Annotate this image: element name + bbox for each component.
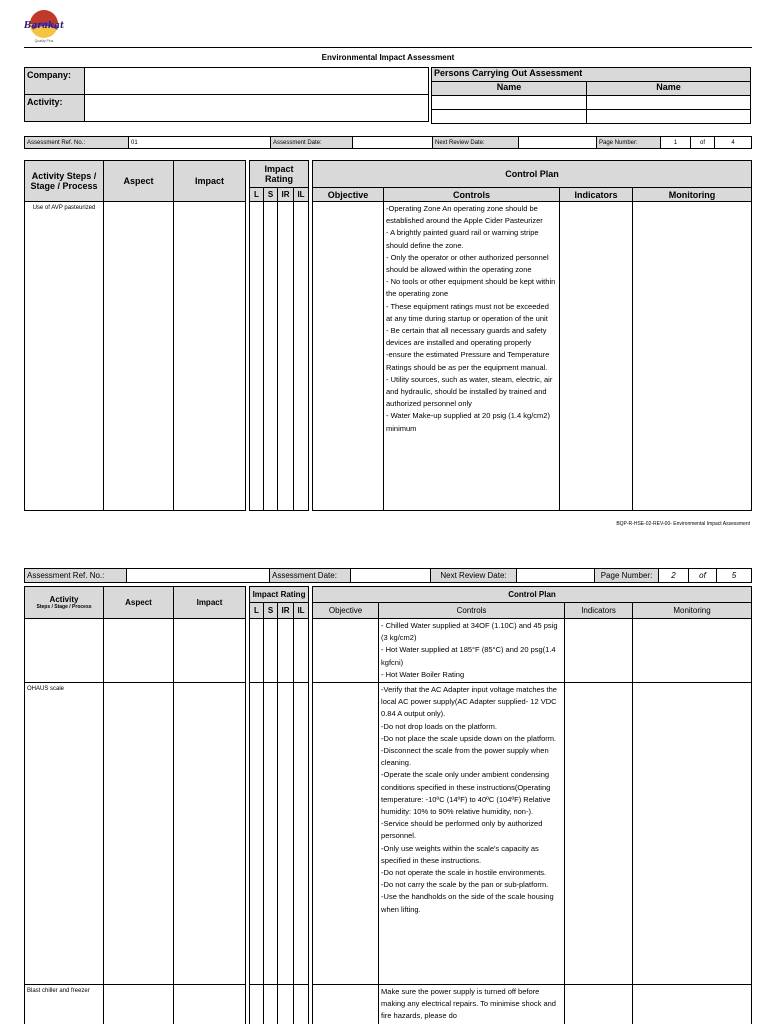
persons-table <box>431 67 751 124</box>
svg-text:Quality Plus: Quality Plus <box>34 39 54 43</box>
objective-cell[interactable] <box>313 985 379 1024</box>
ir-header: IR <box>278 603 294 619</box>
ir-header: IR <box>278 188 294 202</box>
name-cell[interactable] <box>587 96 751 110</box>
company-field[interactable] <box>85 68 429 95</box>
l-cell[interactable] <box>250 202 264 511</box>
table-row <box>25 985 752 1024</box>
date-value[interactable] <box>351 569 431 583</box>
page-of: of <box>689 569 717 583</box>
indicators-cell[interactable] <box>565 985 633 1024</box>
objective-cell[interactable] <box>313 202 384 511</box>
ref-label: Assessment Ref. No.: <box>25 569 127 583</box>
activity-label: Activity: <box>25 95 85 122</box>
aspect-header: Aspect <box>104 587 174 619</box>
name-header-1: Name <box>432 82 587 96</box>
page-total: 4 <box>715 137 752 149</box>
ir-cell[interactable] <box>278 985 294 1024</box>
page-total: 5 <box>717 569 752 583</box>
page-number: 1 <box>661 137 691 149</box>
controls-header: Controls <box>379 603 565 619</box>
activity-header: Activity Steps / Stage / Process <box>25 161 104 202</box>
company-label: Company: <box>25 68 85 95</box>
aspect-cell[interactable] <box>104 202 174 511</box>
document-title: Environmental Impact Assessment <box>321 53 455 62</box>
activity-header-title: Activity <box>49 595 79 604</box>
name-cell[interactable] <box>432 110 587 124</box>
activity-cell[interactable] <box>25 619 104 683</box>
impact-cell[interactable] <box>174 985 246 1024</box>
indicators-header: Indicators <box>565 603 633 619</box>
l-header: L <box>250 188 264 202</box>
il-header: IL <box>294 603 309 619</box>
monitoring-cell[interactable] <box>633 202 752 511</box>
aspect-cell[interactable] <box>104 619 174 683</box>
svg-text:Barakat: Barakat <box>24 21 64 31</box>
s-cell[interactable] <box>264 619 278 683</box>
monitoring-cell[interactable] <box>633 985 752 1024</box>
aspect-cell[interactable] <box>104 683 174 985</box>
indicators-header: Indicators <box>560 188 633 202</box>
indicators-cell[interactable] <box>565 619 633 683</box>
controls-cell[interactable]: -Operating Zone An operating zone should be established around the Apple Cider Pasteurizer - A brightly painted guard rail or warning stripe should define the zone. - Only the operator or other authorized personnel should be allowed within the operating zone - No tools or other equipment should be kept within the operating zone - These equipment ratings must not be exceeded at any time during startup or operation of the unit - Be certain that all necessary guards and safety devices are installed and operating properly -ensure the estimated Pressure and Temperature Ratings should be as per the equipment manual. - Utility sources, such as water, steam, electric, air and hydraulic, should be installed by trained and authorized personnel only - Water Make-up supplied at 20 psig (1.4 kg/cm2) minimum <box>384 202 560 511</box>
page-label: Page Number: <box>595 569 659 583</box>
header-rule <box>24 47 752 48</box>
monitoring-cell[interactable] <box>633 619 752 683</box>
table-row <box>25 683 752 985</box>
name-cell[interactable] <box>587 110 751 124</box>
table-row <box>25 619 752 683</box>
date-value[interactable] <box>353 137 433 149</box>
table-row <box>25 202 752 511</box>
il-cell[interactable] <box>294 683 309 985</box>
company-activity-table <box>24 67 429 122</box>
control-plan-header: Control Plan <box>313 587 752 603</box>
l-cell[interactable] <box>250 683 264 985</box>
assessment-table-page-1 <box>24 160 752 511</box>
controls-header: Controls <box>384 188 560 202</box>
company-logo <box>24 8 64 44</box>
ref-value[interactable] <box>127 569 270 583</box>
name-header-2: Name <box>587 82 751 96</box>
impact-cell[interactable] <box>174 683 246 985</box>
activity-cell[interactable]: OHAUS scale <box>25 683 104 985</box>
activity-cell[interactable]: Use of AVP pasteurized <box>25 202 104 511</box>
date-label: Assessment Date: <box>271 137 353 149</box>
controls-cell[interactable]: -Verify that the AC Adapter input voltage matches the local AC power supply(AC Adapter supplied- 12 VDC 0.84 A output only). -Do not drop loads on the platform. -Do not place the scale upside down on the platform. -Disconnect the scale from the power supply when cleaning. -Operate the scale only under ambient condensing conditions specified in these instructions(Operating temperature: -10ºC (14ºF) to 40ºC (104ºF) Relative humidity: 10% to 90% relative humidity, non-). -Service should be performed only by authorized personnel. -Only use weights within the scale's capacity as specified in these instructions. -Do not operate the scale in hostile environments. -Do not carry the scale by the pan or sub-platform. -Use the handholds on the side of the scale housing when lifting. <box>379 683 565 985</box>
control-plan-header: Control Plan <box>313 161 752 188</box>
review-value[interactable] <box>519 137 597 149</box>
review-value[interactable] <box>517 569 595 583</box>
ir-cell[interactable] <box>278 683 294 985</box>
footer-reference: BQP-R-HSE-02-REV-00- Environmental Impact Assessment <box>616 521 750 527</box>
ref-value[interactable]: 01 <box>129 137 271 149</box>
date-label: Assessment Date: <box>270 569 351 583</box>
ir-cell[interactable] <box>278 202 294 511</box>
il-cell[interactable] <box>294 619 309 683</box>
impact-header: Impact <box>174 587 246 619</box>
aspect-header: Aspect <box>104 161 174 202</box>
ref-label: Assessment Ref. No.: <box>25 137 129 149</box>
indicators-cell[interactable] <box>560 202 633 511</box>
assessment-table-page-2 <box>24 586 752 1024</box>
activity-cell[interactable]: Blast chiller and freezer <box>25 985 104 1024</box>
activity-header-subtitle: Steps / Stage / Process <box>36 604 92 610</box>
monitoring-cell[interactable] <box>633 683 752 985</box>
ir-cell[interactable] <box>278 619 294 683</box>
l-cell[interactable] <box>250 985 264 1024</box>
s-header: S <box>264 603 278 619</box>
s-cell[interactable] <box>264 985 278 1024</box>
activity-header <box>25 587 104 619</box>
impact-rating-header: Impact Rating <box>250 161 309 188</box>
il-header: IL <box>294 188 309 202</box>
s-header: S <box>264 188 278 202</box>
l-cell[interactable] <box>250 619 264 683</box>
il-cell[interactable] <box>294 202 309 511</box>
monitoring-header: Monitoring <box>633 603 752 619</box>
impact-cell[interactable] <box>174 619 246 683</box>
controls-cell[interactable]: Make sure the power supply is turned off before making any electrical repairs. To minimise shock and fire hazards, please do <box>379 985 565 1024</box>
aspect-cell[interactable] <box>104 985 174 1024</box>
impact-cell[interactable] <box>174 202 246 511</box>
monitoring-header: Monitoring <box>633 188 752 202</box>
page-label: Page Number: <box>597 137 661 149</box>
impact-rating-header: Impact Rating <box>250 587 309 603</box>
il-cell[interactable] <box>294 985 309 1024</box>
objective-cell[interactable] <box>313 619 379 683</box>
objective-header: Objective <box>313 188 384 202</box>
activity-field[interactable] <box>85 95 429 122</box>
s-cell[interactable] <box>264 202 278 511</box>
controls-cell[interactable]: - Chilled Water supplied at 34OF (1.10C) and 45 psig (3 kg/cm2) - Hot Water supplied at 185°F (85°C) and 20 psg(1.4 kgfcni) - Hot Water Boiler Rating <box>379 619 565 683</box>
l-header: L <box>250 603 264 619</box>
review-label: Next Review Date: <box>431 569 517 583</box>
objective-cell[interactable] <box>313 683 379 985</box>
page-number: 2 <box>659 569 689 583</box>
indicators-cell[interactable] <box>565 683 633 985</box>
review-label: Next Review Date: <box>433 137 519 149</box>
persons-label: Persons Carrying Out Assessment <box>432 68 751 82</box>
page-of: of <box>691 137 715 149</box>
s-cell[interactable] <box>264 683 278 985</box>
assessment-ref-row <box>24 568 752 583</box>
name-cell[interactable] <box>432 96 587 110</box>
assessment-ref-row <box>24 136 752 149</box>
impact-header: Impact <box>174 161 246 202</box>
objective-header: Objective <box>313 603 379 619</box>
